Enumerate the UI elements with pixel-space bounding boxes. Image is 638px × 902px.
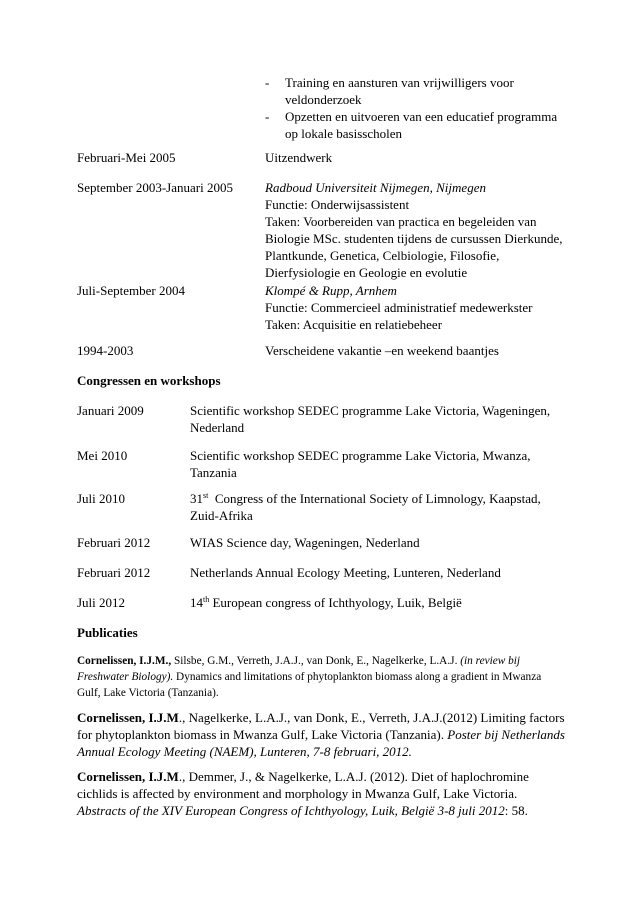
ordinal-suffix: st [203,491,209,500]
experience-line: Biologie MSc. studenten tijdens de cursussen Dierkunde, [265,231,563,246]
bullet-dash: - [265,75,270,90]
publication-text: ., Demmer, J., & Nagelkerke, L.A.J. (2012). Diet of haplochromine [178,769,529,784]
task-bullet-list [265,74,575,142]
bullet-dash: - [265,109,270,124]
bullet-item [265,108,575,142]
experience-date: 1994-2003 [77,343,134,358]
congress-description [190,402,580,436]
congress-date: Juli 2010 [77,491,126,506]
publication-line [77,653,567,669]
publication-line [77,768,567,785]
publication-author: Cornelissen, I.J.M [77,769,179,784]
congress-description [190,490,580,524]
publication-line: cichlids is affected by environment and morphology in Mwanza Gulf, Lake Victoria. [77,786,518,801]
bullet-line: Training en aansturen van vrijwilligers voor [285,75,514,90]
bullet-line: Opzetten en uitvoeren van een educatief programma [285,109,558,124]
congress-line [190,594,580,611]
bullet-item [265,74,575,108]
congress-description [190,594,580,611]
publication-author: Cornelissen, I.J.M [77,710,179,725]
experience-line: Taken: Voorbereiden van practica en begeleiden van [265,214,537,229]
ordinal-number: 31 [190,491,203,506]
publication-venue: (in review bij [460,655,521,667]
experience-line: Uitzendwerk [265,150,333,165]
congresses-heading: Congressen en workshops [77,373,221,388]
congress-line: Scientific workshop SEDEC programme Lake Victoria, Mwanza, [190,448,531,463]
congress-text: European congress of Ichthyology, Luik, België [209,595,462,610]
publication-entry [77,768,567,819]
publication-text: for phytoplankton biomass in Mwanza Gulf, Lake Victoria (Tanzania). [77,727,448,742]
publication-line [77,709,567,726]
bullet-line: veldonderzoek [285,92,362,107]
bullet-line: op lokale basisscholen [285,126,402,141]
experience-date: Juli-September 2004 [77,283,185,298]
publication-venue: Annual Ecology Meeting (NAEM), Lunteren, 7-8 februari, 2012. [77,744,412,759]
congress-description [190,534,580,551]
experience-line: Taken: Acquisitie en relatiebeheer [265,317,443,332]
publication-text: Dynamics and limitations of phytoplankton biomass along a gradient in Mwanza [173,671,542,683]
congress-line: Netherlands Annual Ecology Meeting, Lunteren, Nederland [190,565,501,580]
experience-description [265,179,580,281]
experience-employer: Radboud Universiteit Nijmegen, Nijmegen [265,180,486,195]
congress-date: Januari 2009 [77,403,144,418]
publication-text: Silsbe, G.M., Verreth, J.A.J., van Donk, E., Nagelkerke, L.A.J. [171,655,461,667]
publication-entry [77,709,567,760]
publication-venue: Freshwater Biology). [77,671,174,683]
experience-employer: Klompé & Rupp, Arnhem [265,283,397,298]
publication-venue: Poster bij Netherlands [447,727,565,742]
congress-line: Zuid-Afrika [190,508,253,523]
publication-text: : 58. [504,803,528,818]
experience-line: Verscheidene vakantie –en weekend baantjes [265,343,499,358]
publication-line [77,743,567,760]
ordinal-suffix: th [203,595,210,604]
congress-line: Scientific workshop SEDEC programme Lake Victoria, Wageningen, [190,403,551,418]
experience-date: Februari-Mei 2005 [77,150,176,165]
congress-line [190,490,580,507]
publication-text: ., Nagelkerke, L.A.J., van Donk, E., Verreth, J.A.J.(2012) Limiting factors [178,710,565,725]
publication-line: Gulf, Lake Victoria (Tanzania). [77,687,219,699]
publication-line [77,726,567,743]
publication-line [77,669,567,685]
congress-date: Februari 2012 [77,535,151,550]
experience-description [265,342,580,359]
publication-line [77,802,567,819]
publications-heading: Publicaties [77,625,138,640]
ordinal-number: 14 [190,595,203,610]
congress-date: Mei 2010 [77,448,128,463]
congress-description [190,564,580,581]
congress-line: Nederland [190,420,245,435]
publication-entry [77,653,567,701]
publication-venue: Abstracts of the XIV European Congress of Ichthyology, Luik, België 3-8 juli 2012 [77,803,505,818]
experience-line: Dierfysiologie en Geologie en evolutie [265,265,468,280]
experience-line: Plantkunde, Genetica, Celbiologie, Filosofie, [265,248,500,263]
experience-description [265,282,580,333]
congress-date: Februari 2012 [77,565,151,580]
experience-description [265,149,580,166]
publication-author: Cornelissen, I.J.M., [77,655,172,667]
experience-line: Functie: Commercieel administratief medewerkster [265,300,533,315]
congress-line: Tanzania [190,465,237,480]
congress-description [190,447,580,481]
congress-line: WIAS Science day, Wageningen, Nederland [190,535,420,550]
congress-date: Juli 2012 [77,595,126,610]
experience-line: Functie: Onderwijsassistent [265,197,410,212]
congress-text: Congress of the International Society of Limnology, Kaapstad, [208,491,541,506]
experience-date: September 2003-Januari 2005 [77,180,233,195]
